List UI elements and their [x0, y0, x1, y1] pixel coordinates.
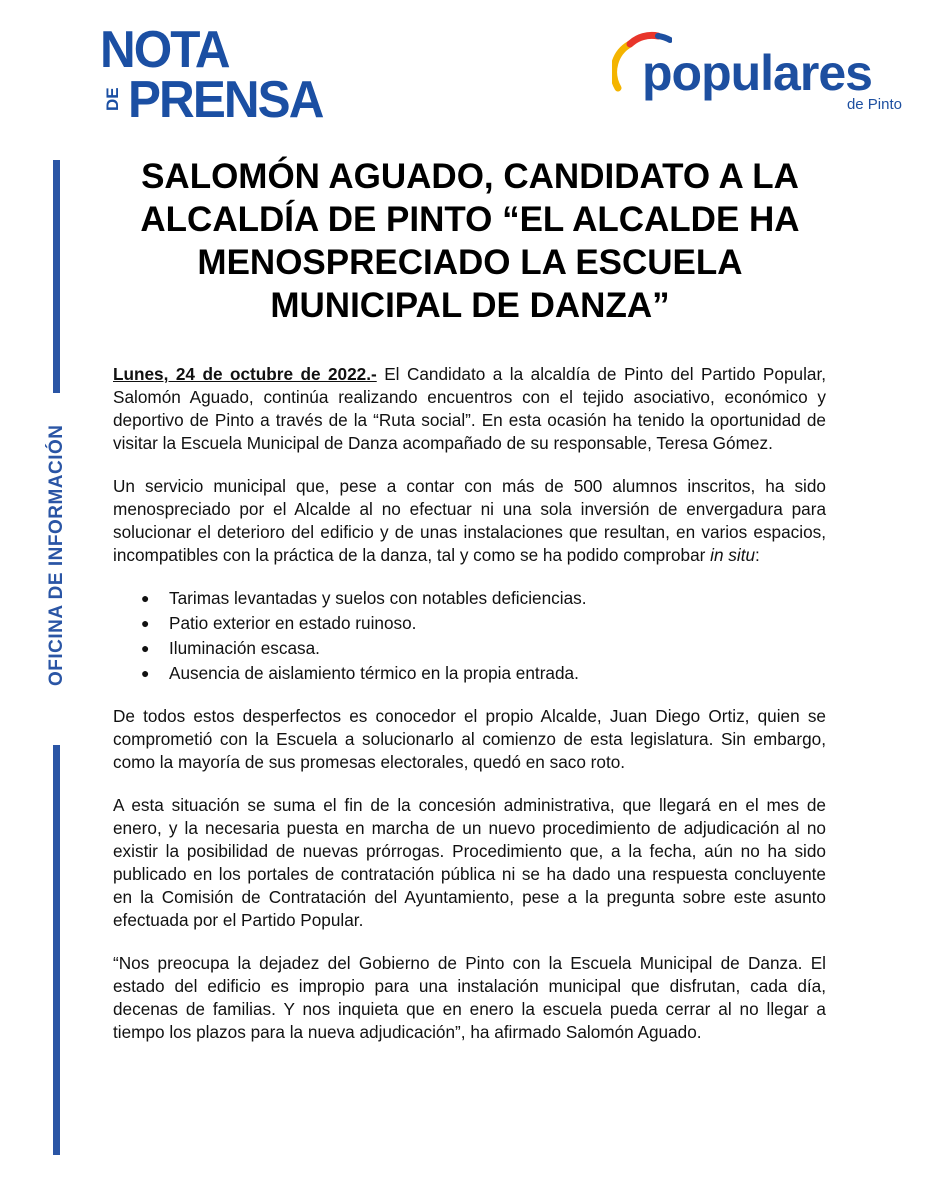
list-item-text: Ausencia de aislamiento térmico en la propia entrada. — [169, 663, 579, 683]
paragraph-concession: A esta situación se suma el fin de la concesión administrativa, que llegará en el mes de enero, y la necesaria puesta en marcha de un nuevo procedimiento de adjudicación al no existir la posibilidad de nuevas prórrogas. Procedimiento que, a la fecha, aún no ha sido publicado en los portales de contratación pública ni se ha dado una respuesta concluyente en la Comisión de Contratación del Ayuntamiento, pese a la pregunta sobre este asunto efectuada por el Partido Popular. — [113, 795, 826, 930]
paragraph-quote: “Nos preocupa la dejadez del Gobierno de Pinto con la Escuela Municipal de Danza. El estado del edificio es impropio para una instalación municipal que disfrutan, cada día, decenas de familias. Y nos inquieta que en enero la escuela pueda cerrar al no llegar a tiempo los plazos para la nueva adjudicación”, ha afirmado Salomón Aguado. — [113, 953, 826, 1042]
bullet-icon: ● — [141, 615, 150, 631]
deficiencies-list — [113, 587, 826, 685]
sidebar-rule-top — [53, 160, 60, 393]
press-release-body — [113, 363, 826, 1064]
paragraph-service — [113, 475, 826, 567]
sidebar-label: OFICINA DE INFORMACIÓN — [46, 424, 67, 686]
list-item-text: Tarimas levantadas y suelos con notables deficiencias. — [169, 588, 587, 608]
bullet-icon: ● — [141, 665, 150, 681]
list-item — [141, 612, 826, 635]
nota-logo-top-word: NOTA — [100, 21, 229, 79]
paragraph-intro — [113, 363, 826, 455]
paragraph-service-text: Un servicio municipal que, pese a contar con más de 500 alumnos inscritos, ha sido menospreciado por el Alcalde al no efectuar ni una sola inversión de envergadura para solucionar el deterioro del edificio y de unas instalaciones que resultan, en varios espacios, incompatibles con la práctica de la danza, tal y como se ha podido comprobar — [113, 476, 826, 565]
paragraph-intro-text: El Candidato a la alcaldía de Pinto del Partido Popular, Salomón Aguado, continúa realizando encuentros con el tejido asociativo, económico y deportivo de Pinto a través de la “Ruta social”. En esta ocasión ha tenido la oportunidad de visitar la Escuela Municipal de Danza acompañado de su responsable, Teresa Gómez. — [113, 364, 826, 453]
paragraph-mayor: De todos estos desperfectos es conocedor el propio Alcalde, Juan Diego Ortiz, quien se comprometió con la Escuela a solucionarlo al comienzo de esta legislatura. Sin embargo, como la mayoría de sus promesas electorales, quedó en saco roto. — [113, 706, 826, 772]
bullet-icon: ● — [141, 640, 150, 656]
paragraph-service-italic: in situ — [710, 545, 756, 565]
list-item-text: Patio exterior en estado ruinoso. — [169, 613, 417, 633]
sidebar-rule-bottom — [53, 745, 60, 1155]
list-item-text: Iluminación escasa. — [169, 638, 320, 658]
list-item — [141, 587, 826, 610]
list-item — [141, 662, 826, 685]
paragraph-service-end: : — [755, 545, 760, 565]
dateline: Lunes, 24 de octubre de 2022.- — [113, 364, 377, 384]
nota-logo-bottom-word: PRENSA — [128, 71, 323, 129]
populares-logo-sub: de Pinto — [846, 96, 902, 113]
nota-de-prensa-logo — [100, 21, 380, 129]
populares-logo — [612, 30, 912, 120]
bullet-icon: ● — [141, 590, 150, 606]
press-release-title: SALOMÓN AGUADO, CANDIDATO A LA ALCALDÍA DE PINTO “EL ALCALDE HA MENOSPRECIADO LA ESCUELA MUNICIPAL DE DANZA” — [140, 157, 800, 325]
list-item — [141, 637, 826, 660]
populares-logo-word: populares — [642, 45, 872, 101]
nota-logo-connector: DE — [103, 87, 122, 111]
